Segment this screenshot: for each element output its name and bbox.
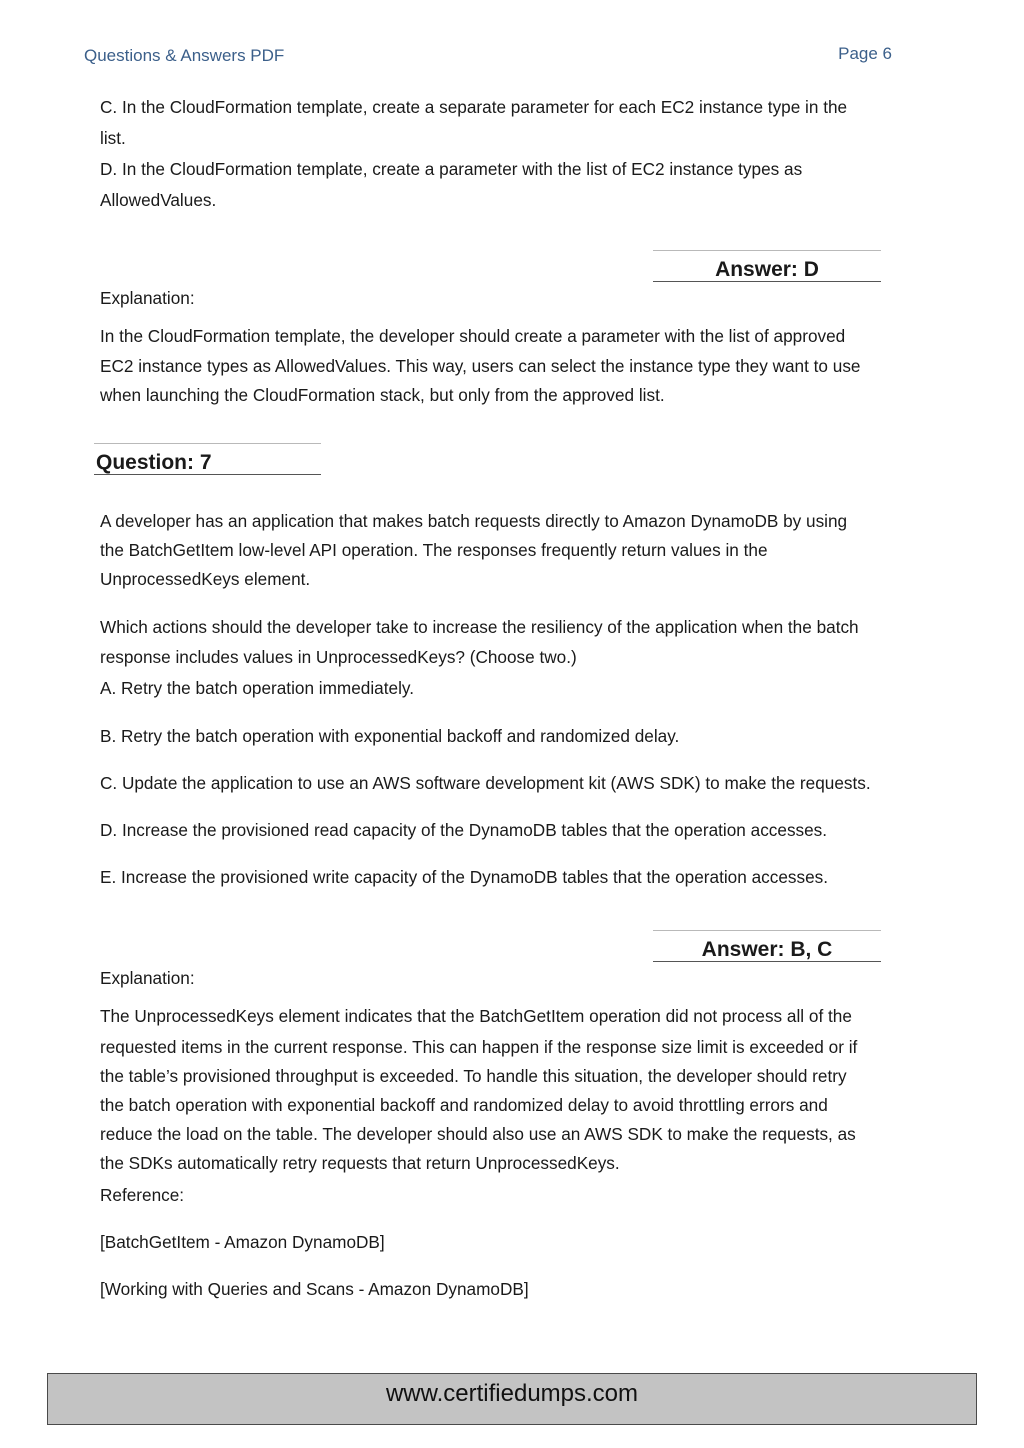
question-heading	[94, 443, 321, 475]
answer-box-q6	[653, 250, 881, 282]
option-c-continued: list.	[100, 128, 126, 148]
question-stem-line: the BatchGetItem low-level API operation. The responses frequently return values in the	[100, 540, 768, 560]
option-d: D. Increase the provisioned read capacity of the DynamoDB tables that the operation accesses.	[100, 820, 828, 840]
page-number: Page 6	[838, 44, 892, 63]
option-b: B. Retry the batch operation with exponential backoff and randomized delay.	[100, 726, 680, 746]
question-prompt-line: response includes values in UnprocessedKeys? (Choose two.)	[100, 647, 577, 667]
explanation-line: the SDKs automatically retry requests that return UnprocessedKeys.	[100, 1153, 620, 1173]
explanation-line: reduce the load on the table. The developer should also use an AWS SDK to make the requests, as	[100, 1124, 856, 1144]
reference-label: Reference:	[100, 1185, 185, 1205]
answer-label: Answer: D	[715, 258, 819, 281]
page-header	[84, 46, 894, 70]
option-d-text: D. In the CloudFormation template, create a parameter with the list of EC2 instance types as	[100, 159, 803, 179]
option-d-continued: AllowedValues.	[100, 190, 217, 210]
reference-item: [BatchGetItem - Amazon DynamoDB]	[100, 1232, 385, 1252]
explanation-line: when launching the CloudFormation stack, but only from the approved list.	[100, 385, 665, 405]
explanation-line: the batch operation with exponential backoff and randomized delay to avoid throttling errors and	[100, 1095, 828, 1115]
question-prompt-line: Which actions should the developer take to increase the resiliency of the application when the batch	[100, 617, 859, 637]
answer-label: Answer: B, C	[701, 938, 833, 961]
explanation-line: the table’s provisioned throughput is exceeded. To handle this situation, the developer should retry	[100, 1066, 847, 1086]
answer-box-q7	[653, 930, 881, 962]
explanation-line: In the CloudFormation template, the developer should create a parameter with the list of approved	[100, 326, 846, 346]
footer-url: www.certifiedumps.com	[385, 1380, 639, 1407]
question-title: Question: 7	[96, 451, 212, 474]
explanation-label: Explanation:	[100, 288, 195, 308]
explanation-line: EC2 instance types as AllowedValues. This way, users can select the instance type they want to use	[100, 356, 861, 376]
option-c: C. Update the application to use an AWS software development kit (AWS SDK) to make the requests.	[100, 773, 871, 793]
option-e: E. Increase the provisioned write capacity of the DynamoDB tables that the operation accesses.	[100, 867, 828, 887]
footer-banner	[47, 1373, 977, 1425]
option-a: A. Retry the batch operation immediately.	[100, 678, 414, 698]
document-title: Questions & Answers PDF	[84, 46, 285, 65]
explanation-line: The UnprocessedKeys element indicates that the BatchGetItem operation did not process all of the	[100, 1006, 852, 1026]
question-stem-line: A developer has an application that makes batch requests directly to Amazon DynamoDB by using	[100, 511, 848, 531]
explanation-label: Explanation:	[100, 968, 195, 988]
explanation-line: requested items in the current response. This can happen if the response size limit is exceeded or if	[100, 1037, 858, 1057]
option-c-text: C. In the CloudFormation template, create a separate parameter for each EC2 instance type in the	[100, 97, 848, 117]
question-stem-line: UnprocessedKeys element.	[100, 569, 311, 589]
reference-item: [Working with Queries and Scans - Amazon DynamoDB]	[100, 1279, 529, 1299]
